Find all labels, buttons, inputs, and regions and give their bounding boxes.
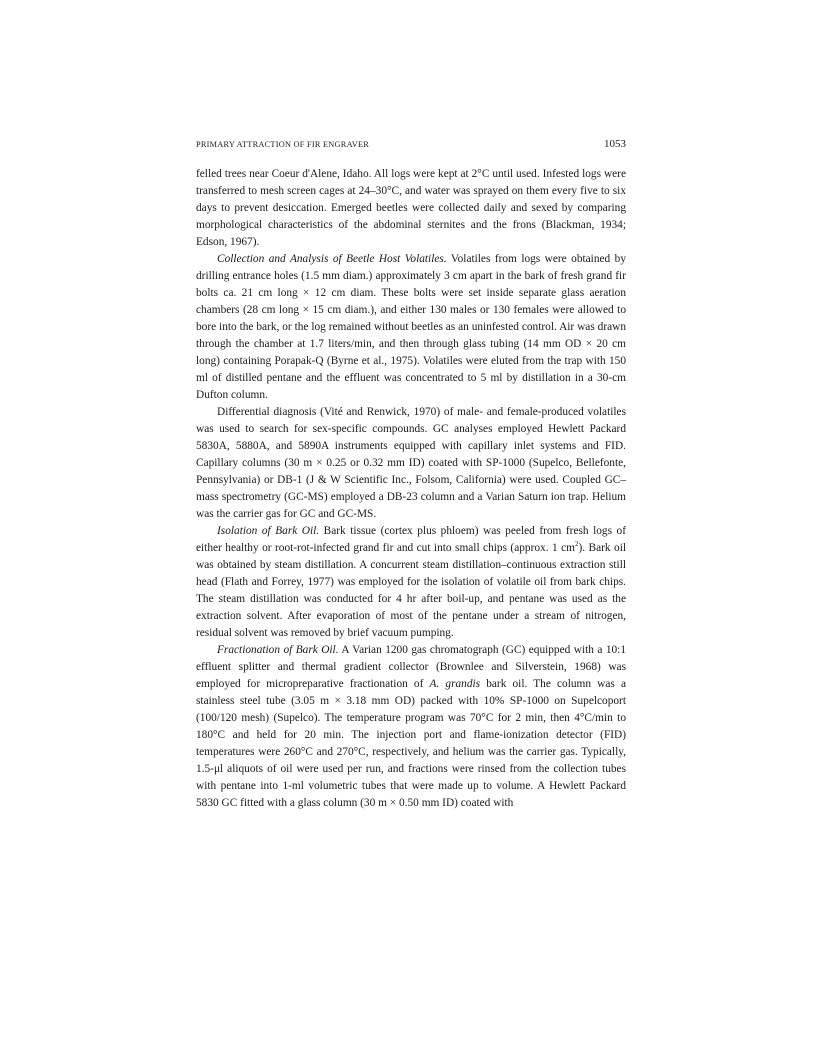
- species-name: A. grandis: [429, 678, 481, 690]
- paragraph-differential-diagnosis: [196, 404, 626, 523]
- paragraph-text: Differential diagnosis (Vité and Renwick, 1970) of male- and female-produced volatiles was used to search for sex-specific compounds. GC analyses employed Hewlett Packard 5830A, 5880A, and 5890A instruments equipped with capillary inlet systems and FID. Capillary columns (30 m × 0.25 or 0.32 mm ID) coated with SP-1000 (Supelco, Bellefonte, Pennsylvania) or DB-1 (J & W Scientific Inc., Folsom, California) were used. Coupled GC–mass spectrometry (GC-MS) employed a DB-23 column and a Varian Saturn ion trap. Helium was the carrier gas for GC and GC-MS.: [196, 406, 626, 520]
- section-heading: Isolation of Bark Oil.: [217, 525, 320, 537]
- paragraph-isolation-bark-oil: [196, 523, 626, 642]
- paragraph-text: ). Bark oil was obtained by steam distillation. A concurrent steam distillation–continuous extraction still head (Flath and Forrey, 1977) was employed for the isolation of volatile oil from bark chips. The steam distillation was conducted for 4 hr after boil-up, and pentane was used as the extraction solvent. After evaporation of most of the pentane under a stream of nitrogen, residual solvent was removed by brief vacuum pumping.: [196, 542, 626, 639]
- page: [196, 138, 626, 812]
- superscript: 2: [574, 540, 579, 549]
- paragraph-text: Bark tissue (cortex plus phloem) was peeled from fresh logs of either healthy or root-rot-infected grand fir and cut into small chips (approx. 1 cm: [196, 525, 626, 554]
- section-heading: Collection and Analysis of Beetle Host Volatiles.: [217, 253, 447, 265]
- paragraph-text: bark oil. The column was a stainless steel tube (3.05 m × 3.18 mm OD) packed with 10% SP-1000 on Supelcoport (100/120 mesh) (Supelco). The temperature program was 70°C for 2 min, then 4°C/min to 180°C and held for 20 min. The injection port and flame-ionization detector (FID) temperatures were 260°C and 270°C, respectively, and helium was the carrier gas. Typically, 1.5-μl aliquots of oil were used per run, and fractions were rinsed from the collection tubes with pentane into 1-ml volumetric tubes that were made up to volume. A Hewlett Packard 5830 GC fitted with a glass column (30 m × 0.50 mm ID) coated with: [196, 678, 626, 809]
- running-head: [196, 138, 626, 154]
- paragraph-text: Volatiles from logs were obtained by drilling entrance holes (1.5 mm diam.) approximately 3 cm apart in the bark of fresh grand fir bolts ca. 21 cm long × 12 cm diam. These bolts were set inside separate glass aeration chambers (28 cm long × 15 cm diam.), and either 130 males or 130 females were allowed to bore into the bark, or the log remained without beetles as an uninfested control. Air was drawn through the chamber at 1.7 liters/min, and then through glass tubing (14 mm OD × 20 cm long) containing Porapak-Q (Byrne et al., 1975). Volatiles were eluted from the trap with 150 ml of distilled pentane and the effluent was concentrated to 5 ml by distillation in a 30-cm Dufton column.: [196, 253, 626, 401]
- paragraph-continuation: [196, 166, 626, 251]
- paragraph-fractionation-bark-oil: [196, 642, 626, 812]
- running-title: PRIMARY ATTRACTION OF FIR ENGRAVER: [196, 140, 370, 149]
- section-heading: Fractionation of Bark Oil.: [217, 644, 339, 656]
- paragraph-collection-analysis: [196, 251, 626, 404]
- body-text: [196, 166, 626, 812]
- page-number: 1053: [604, 138, 626, 150]
- paragraph-text: A Varian 1200 gas chromatograph (GC) equipped with a 10:1 effluent splitter and thermal gradient collector (Brownlee and Silverstein, 1968) was employed for micropreparative fractionation of: [196, 644, 626, 690]
- paragraph-text: felled trees near Coeur d'Alene, Idaho. All logs were kept at 2°C until used. Infested logs were transferred to mesh screen cages at 24–30°C, and water was sprayed on them every five to six days to prevent desiccation. Emerged beetles were collected daily and sexed by comparing morphological characteristics of the abdominal sternites and the frons (Blackman, 1934; Edson, 1967).: [196, 168, 626, 248]
